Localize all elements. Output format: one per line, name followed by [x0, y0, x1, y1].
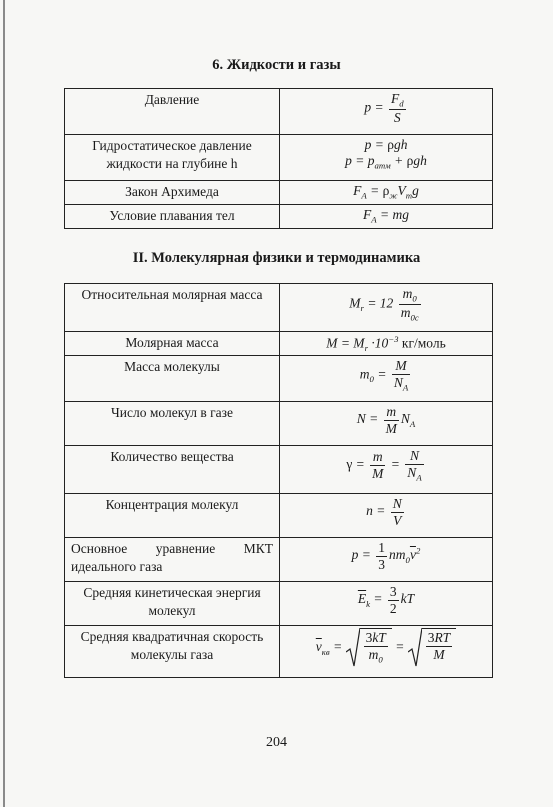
row-label: Молярная масса	[65, 332, 280, 356]
unit-label: кг/моль	[401, 335, 446, 351]
row-label: Масса молекулы	[65, 356, 280, 402]
formula-hydrostatic: p = ρgh $p = p_{атм} + \rho gh$	[280, 135, 493, 181]
row-label: Средняя квадратичная скорость молекулы газа	[65, 626, 280, 678]
row-label: Давление	[65, 89, 280, 135]
formula-mkt-equation: p = $\frac{1}{3}$ $nm_0\overline{v}^2$	[280, 538, 493, 582]
table-row	[65, 402, 493, 446]
formula-number-of-molecules: N = $\frac{m}{M}$ $N_A$	[280, 402, 493, 446]
row-label: Гидростатическое давление жидкости на глубине h	[65, 135, 280, 181]
table-row	[65, 205, 493, 229]
row-label: Количество вещества	[65, 446, 280, 494]
table-row	[65, 181, 493, 205]
formula-pressure: p = $\frac{F_d}{S}$	[280, 89, 493, 135]
table-row	[65, 89, 493, 135]
page-edge	[3, 0, 5, 807]
formula-relative-molar-mass: $M_r = 12$ $\frac{m_0}{m_{0c}}$	[280, 284, 493, 332]
row-label: Закон Архимеда	[65, 181, 280, 205]
row-label: Средняя кинетическая энергия молекул	[65, 582, 280, 626]
table-row	[65, 446, 493, 494]
formula-molecule-mass: $m_0$ = $\frac{M}{N_A}$	[280, 356, 493, 402]
table-row	[65, 582, 493, 626]
table-molecular	[64, 283, 493, 678]
row-label: Относительная молярная масса	[65, 284, 280, 332]
section-title-fluids: 6. Жидкости и газы	[212, 57, 341, 73]
row-label: Концентрация молекул	[65, 494, 280, 538]
table-row	[65, 356, 493, 402]
table-row	[65, 626, 493, 678]
formula-kinetic-energy: $\overline{E}_k$ = $\frac{3}{2}$ kT	[280, 582, 493, 626]
formula-amount-of-substance: γ = $\frac{m}{M}$ = $\frac{N}{N_A}$	[280, 446, 493, 494]
row-label: Условие плавания тел	[65, 205, 280, 229]
table-row	[65, 332, 493, 356]
formula-concentration: n = $\frac{N}{V}$	[280, 494, 493, 538]
formula-archimedes: $F_A = \rho_жV_тg$	[280, 181, 493, 205]
table-fluids	[64, 88, 493, 229]
formula-floating: $F_A$ = mg	[280, 205, 493, 229]
table-row	[65, 284, 493, 332]
section-title-molecular: II. Молекулярная физики и термодинамика	[132, 250, 421, 266]
formula-rms-speed: $\overline{v}_{кв}$ = $\frac{3kT}{m_0}$ = $\frac{3RT}{M}$	[280, 626, 493, 678]
formula-molar-mass: $M = M_r \cdot 10^{-3}$ кг/моль	[280, 332, 493, 356]
table-row	[65, 538, 493, 582]
page-number: 204	[266, 735, 287, 750]
row-label: Число молекул в газе	[65, 402, 280, 446]
row-label: Основное уравнение МКТ идеального газа	[65, 538, 280, 582]
table-row	[65, 135, 493, 181]
table-row	[65, 494, 493, 538]
